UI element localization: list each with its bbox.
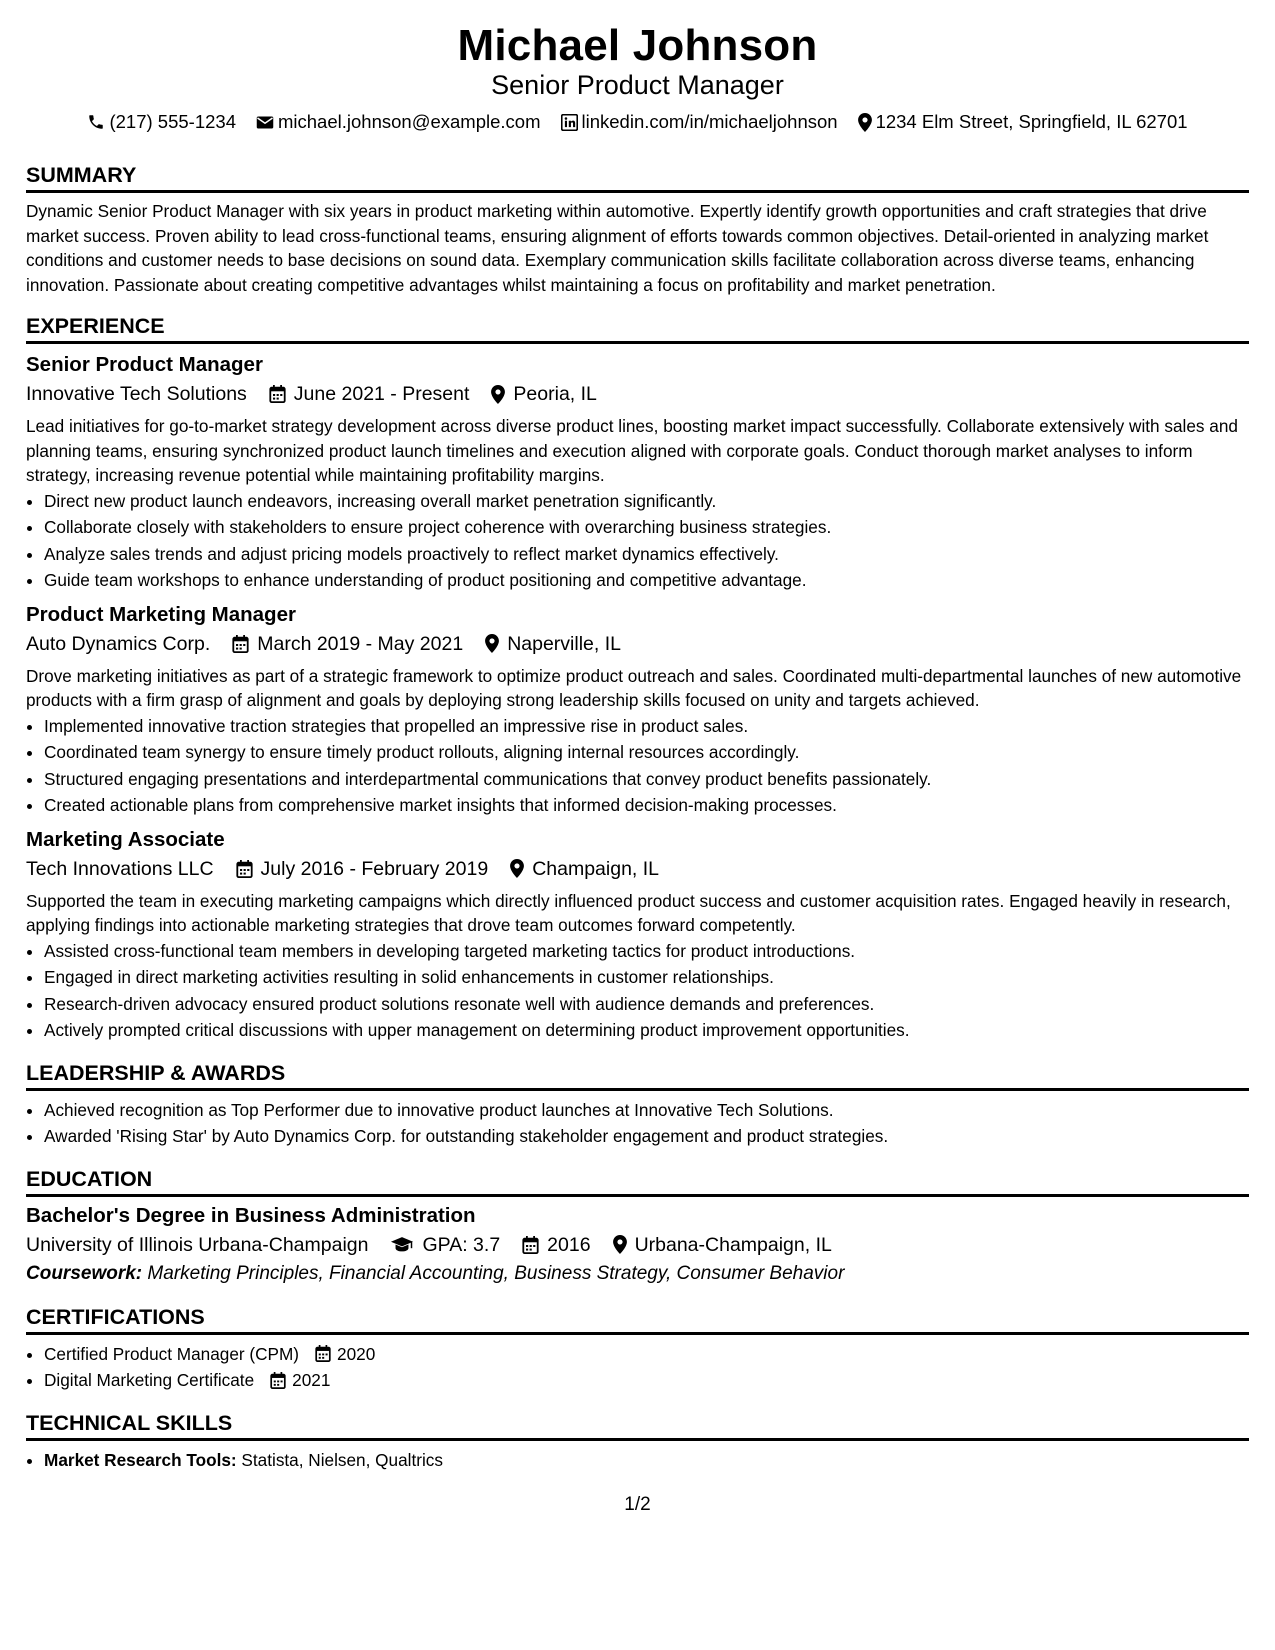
- awards-heading: LEADERSHIP & AWARDS: [26, 1060, 1249, 1091]
- job-title: Product Marketing Manager: [26, 602, 296, 626]
- certifications-section: [26, 1304, 1249, 1394]
- job-entry: [26, 600, 1249, 819]
- job-location: Peoria, IL: [513, 383, 597, 405]
- job-dates: July 2016 - February 2019: [260, 857, 489, 880]
- job-entry: [26, 350, 1249, 594]
- list-item: • Engaged in direct marketing activities resulting in solid enhancements in customer relationships.: [44, 964, 1249, 991]
- list-item: • Direct new product launch endeavors, increasing overall market penetration significantly.: [44, 488, 1249, 515]
- experience-heading: EXPERIENCE: [26, 313, 1249, 344]
- list-item: • Research-driven advocacy ensured product solutions resonate well with audience demands and preferences.: [44, 991, 1249, 1018]
- job-dates: June 2021 - Present: [293, 383, 470, 405]
- cert-name: • Digital Marketing Certificate: [44, 1370, 255, 1390]
- candidate-title: Senior Product Manager: [491, 70, 784, 100]
- list-item: • Coordinated team synergy to ensure timely product rollouts, aligning internal resources accordingly.: [44, 739, 1249, 766]
- list-item: • Created actionable plans from comprehensive market insights that informed decision-making processes.: [44, 792, 1249, 819]
- job-company: Innovative Tech Solutions: [26, 383, 247, 405]
- email-text: michael.johnson@example.com: [278, 111, 541, 132]
- job-description: Supported the team in executing marketing campaigns which directly influenced product success and customer acquisition rates. Engaged heavily in research, applying findings into actionable marketing strategies that drove team outcomes forward competently.: [26, 890, 1231, 935]
- list-item: • Assisted cross-functional team members in developing targeted marketing tactics for product introductions.: [44, 938, 1249, 965]
- location-pin-icon: [613, 1235, 627, 1254]
- list-item: [44, 1447, 1249, 1474]
- education-meta: [26, 1231, 1249, 1259]
- resume-page: [26, 20, 1249, 1473]
- cert-year: 2020: [337, 1343, 376, 1364]
- resume-header: [26, 20, 1249, 134]
- skill-label: Market Research Tools:: [44, 1449, 237, 1470]
- job-company: Tech Innovations LLC: [26, 857, 214, 880]
- job-meta: [26, 855, 1249, 883]
- coursework-label: Coursework:: [26, 1262, 143, 1284]
- linkedin-icon: [561, 114, 578, 131]
- coursework-list: Marketing Principles, Financial Accounting, Business Strategy, Consumer Behavior: [147, 1262, 845, 1284]
- job-meta: [26, 630, 1249, 658]
- calendar-icon: [270, 1372, 286, 1389]
- contact-email[interactable]: [256, 110, 541, 134]
- skills-list: [26, 1447, 1249, 1474]
- phone-icon: [87, 113, 105, 131]
- page-number: 1/2: [624, 1494, 651, 1515]
- job-company: Auto Dynamics Corp.: [26, 632, 211, 655]
- job-dates: March 2019 - May 2021: [257, 632, 464, 655]
- list-item: • Guide team workshops to enhance understanding of product positioning and competitive advantage.: [44, 567, 1249, 594]
- job-bullets: [26, 713, 1249, 819]
- list-item: • Actively prompted critical discussions with upper management on determining product improvement opportunities.: [44, 1017, 1249, 1044]
- coursework: [26, 1259, 1249, 1288]
- location-pin-icon: [510, 859, 524, 878]
- gpa-text: GPA: 3.7: [422, 1233, 501, 1256]
- linkedin-text: linkedin.com/in/michaeljohnson: [581, 111, 838, 132]
- calendar-icon: [232, 635, 249, 653]
- skill-value: Statista, Nielsen, Qualtrics: [241, 1449, 443, 1470]
- skills-section: [26, 1410, 1249, 1474]
- job-title: Senior Product Manager: [26, 353, 263, 376]
- contact-phone[interactable]: [87, 110, 236, 134]
- summary-text: Dynamic Senior Product Manager with six years in product marketing within automotive. Expertly identify growth opportunities and craft strategies that drive market success. Proven ability to lead cross-functional teams, ensuring alignment of efforts towards common objectives. Detail-oriented in analyzing market conditions and customer needs to base decisions on sound data. Exemplary communication skills facilitate collaboration across diverse teams, enhancing innovation. Passionate about creating competitive advantages whilst maintaining a focus on profitability and market penetration.: [26, 201, 1209, 295]
- graduation-year: 2016: [547, 1233, 591, 1256]
- school-name: University of Illinois Urbana-Champaign: [26, 1233, 369, 1256]
- address-text: 1234 Elm Street, Springfield, IL 62701: [875, 111, 1188, 132]
- location-pin-icon: [485, 634, 499, 653]
- calendar-icon: [522, 1236, 539, 1254]
- calendar-icon: [315, 1345, 331, 1362]
- job-entry: [26, 825, 1249, 1044]
- list-item: • Achieved recognition as Top Performer due to innovative product launches at Innovative Tech Solutions.: [44, 1097, 1249, 1124]
- job-location: Champaign, IL: [532, 857, 660, 880]
- degree-title: Bachelor's Degree in Business Administration: [26, 1203, 476, 1227]
- list-item: • Awarded 'Rising Star' by Auto Dynamics Corp. for outstanding stakeholder engagement and product strategies.: [44, 1123, 1249, 1150]
- list-item: • Collaborate closely with stakeholders to ensure project coherence with overarching business strategies.: [44, 514, 1249, 541]
- school-location: Urbana-Champaign, IL: [634, 1233, 832, 1256]
- contact-address: [858, 110, 1188, 134]
- job-bullets: [26, 938, 1249, 1044]
- list-item: • Implemented innovative traction strategies that propelled an impressive rise in product sales.: [44, 713, 1249, 740]
- cert-year: 2021: [292, 1370, 331, 1390]
- list-item: • Structured engaging presentations and interdepartmental communications that convey product benefits passionately.: [44, 766, 1249, 793]
- job-description: Drove marketing initiatives as part of a strategic framework to optimize product outreach and sales. Coordinated multi-departmental launches of new automotive products with a firm grasp of alignment and goals by deploying strong leadership skills focused on unity and targets achieved.: [26, 665, 1242, 710]
- location-pin-icon: [858, 113, 872, 132]
- certifications-heading: CERTIFICATIONS: [26, 1304, 1249, 1335]
- list-item: [44, 1341, 1249, 1368]
- candidate-name: Michael Johnson: [457, 21, 818, 70]
- job-title: Marketing Associate: [26, 827, 225, 851]
- experience-section: [26, 313, 1249, 1044]
- awards-section: [26, 1060, 1249, 1150]
- job-location: Naperville, IL: [507, 632, 621, 655]
- graduation-cap-icon: [390, 1236, 414, 1253]
- contact-linkedin[interactable]: [561, 110, 838, 134]
- location-pin-icon: [491, 385, 505, 404]
- job-bullets: [26, 488, 1249, 594]
- job-meta: [26, 380, 1249, 408]
- list-item: • Analyze sales trends and adjust pricing models proactively to reflect market dynamics effectively.: [44, 541, 1249, 568]
- job-description: Lead initiatives for go-to-market strategy development across diverse product lines, boosting market impact successfully. Collaborate extensively with sales and planning teams, ensuring synchronized product launch timelines and execution aligned with corporate goals. Conduct thorough market analyses to inform strategy, increasing revenue potential while maintaining profitability margins.: [26, 416, 1238, 485]
- education-section: [26, 1166, 1249, 1288]
- summary-section: [26, 162, 1249, 297]
- list-item: [44, 1367, 1249, 1394]
- cert-name: • Certified Product Manager (CPM): [44, 1343, 300, 1364]
- certifications-list: [26, 1341, 1249, 1394]
- awards-list: [26, 1097, 1249, 1150]
- calendar-icon: [236, 860, 253, 878]
- education-heading: EDUCATION: [26, 1166, 1249, 1197]
- calendar-icon: [269, 385, 286, 403]
- contact-bar: [26, 110, 1249, 134]
- envelope-icon: [256, 115, 274, 130]
- phone-text: (217) 555-1234: [109, 111, 236, 132]
- summary-heading: SUMMARY: [26, 162, 1249, 193]
- skills-heading: TECHNICAL SKILLS: [26, 1410, 1249, 1441]
